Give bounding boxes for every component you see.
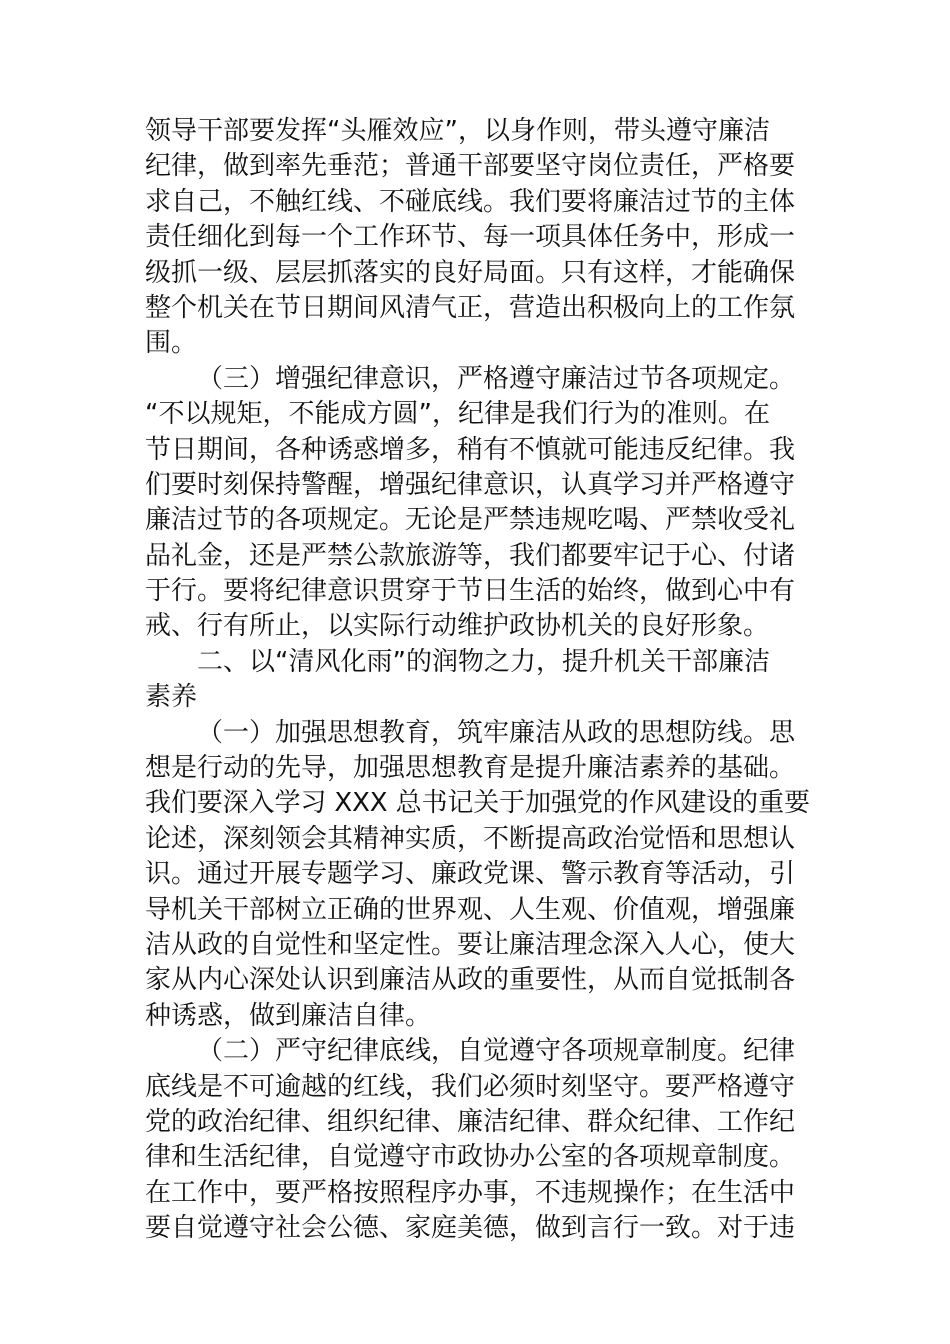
text-line: 品礼金，还是严禁公款旅游等，我们都要牢记于心、付诸 bbox=[145, 540, 796, 571]
text-line: 求自己，不触红线、不碰底线。我们要将廉洁过节的主体 bbox=[145, 186, 796, 217]
text-line: 于行。要将纪律意识贯穿于节日生活的始终，做到心中有 bbox=[145, 576, 796, 607]
paragraph-first-line: （一）加强思想教育，筑牢廉洁从政的思想防线。思 bbox=[197, 717, 796, 748]
text-line: 家从内心深处认识到廉洁从政的重要性，从而自觉抵制各 bbox=[145, 965, 796, 996]
text-line: 在工作中，要严格按照程序办事，不违规操作；在生活中 bbox=[145, 1177, 796, 1208]
text-line: 识。通过开展专题学习、廉政党课、警示教育等活动，引 bbox=[145, 859, 796, 890]
text-line: 素养 bbox=[145, 682, 198, 713]
text-line: 围。 bbox=[145, 328, 198, 359]
text-line: 领导干部要发挥“头雁效应”，以身作则，带头遵守廉洁 bbox=[145, 116, 770, 146]
text-line: 整个机关在节日期间风清气正，营造出积极向上的工作氛 bbox=[145, 292, 796, 323]
text-line: 导机关干部树立正确的世界观、人生观、价值观，增强廉 bbox=[145, 894, 796, 925]
text-line: 节日期间，各种诱惑增多，稍有不慎就可能违反纪律。我 bbox=[145, 434, 796, 465]
text-line: 底线是不可逾越的红线，我们必须时刻坚守。要严格遵守 bbox=[145, 1071, 796, 1102]
text-line: 廉洁过节的各项规定。无论是严禁违规吃喝、严禁收受礼 bbox=[145, 505, 796, 536]
text-line: “不以规矩，不能成方圆”，纪律是我们行为的准则。在 bbox=[145, 399, 770, 430]
text-line: 们要时刻保持警醒，增强纪律意识，认真学习并严格遵守 bbox=[145, 469, 796, 500]
text-line: 洁从政的自觉性和坚定性。要让廉洁理念深入人心，使大 bbox=[145, 929, 796, 960]
paragraph-first-line: （三）增强纪律意识，严格遵守廉洁过节各项规定。 bbox=[197, 363, 796, 394]
text-line: 论述，深刻领会其精神实质，不断提高政治觉悟和思想认 bbox=[145, 823, 796, 854]
text-line: 我们要深入学习 XXX 总书记关于加强党的作风建设的重要 bbox=[145, 788, 810, 819]
text-line: 党的政治纪律、组织纪律、廉洁纪律、群众纪律、工作纪 bbox=[145, 1106, 796, 1137]
paragraph-first-line: 二、以“清风化雨”的润物之力，提升机关干部廉洁 bbox=[197, 646, 770, 677]
text-line: 律和生活纪律，自觉遵守市政协办公室的各项规章制度。 bbox=[145, 1142, 796, 1173]
text-line: 戒、行有所止，以实际行动维护政协机关的良好形象。 bbox=[145, 611, 770, 642]
text-line: 种诱惑，做到廉洁自律。 bbox=[145, 1000, 432, 1031]
paragraph-first-line: （二）严守纪律底线，自觉遵守各项规章制度。纪律 bbox=[197, 1036, 796, 1067]
text-line: 想是行动的先导，加强思想教育是提升廉洁素养的基础。 bbox=[145, 753, 796, 784]
text-line: 纪律，做到率先垂范；普通干部要坚守岗位责任，严格要 bbox=[145, 151, 796, 182]
text-line: 级抓一级、层层抓落实的良好局面。只有这样，才能确保 bbox=[145, 257, 796, 288]
text-line: 要自觉遵守社会公德、家庭美德，做到言行一致。对于违 bbox=[145, 1213, 796, 1244]
text-line: 责任细化到每一个工作环节、每一项具体任务中，形成一 bbox=[145, 222, 796, 253]
body-text bbox=[145, 114, 810, 1247]
